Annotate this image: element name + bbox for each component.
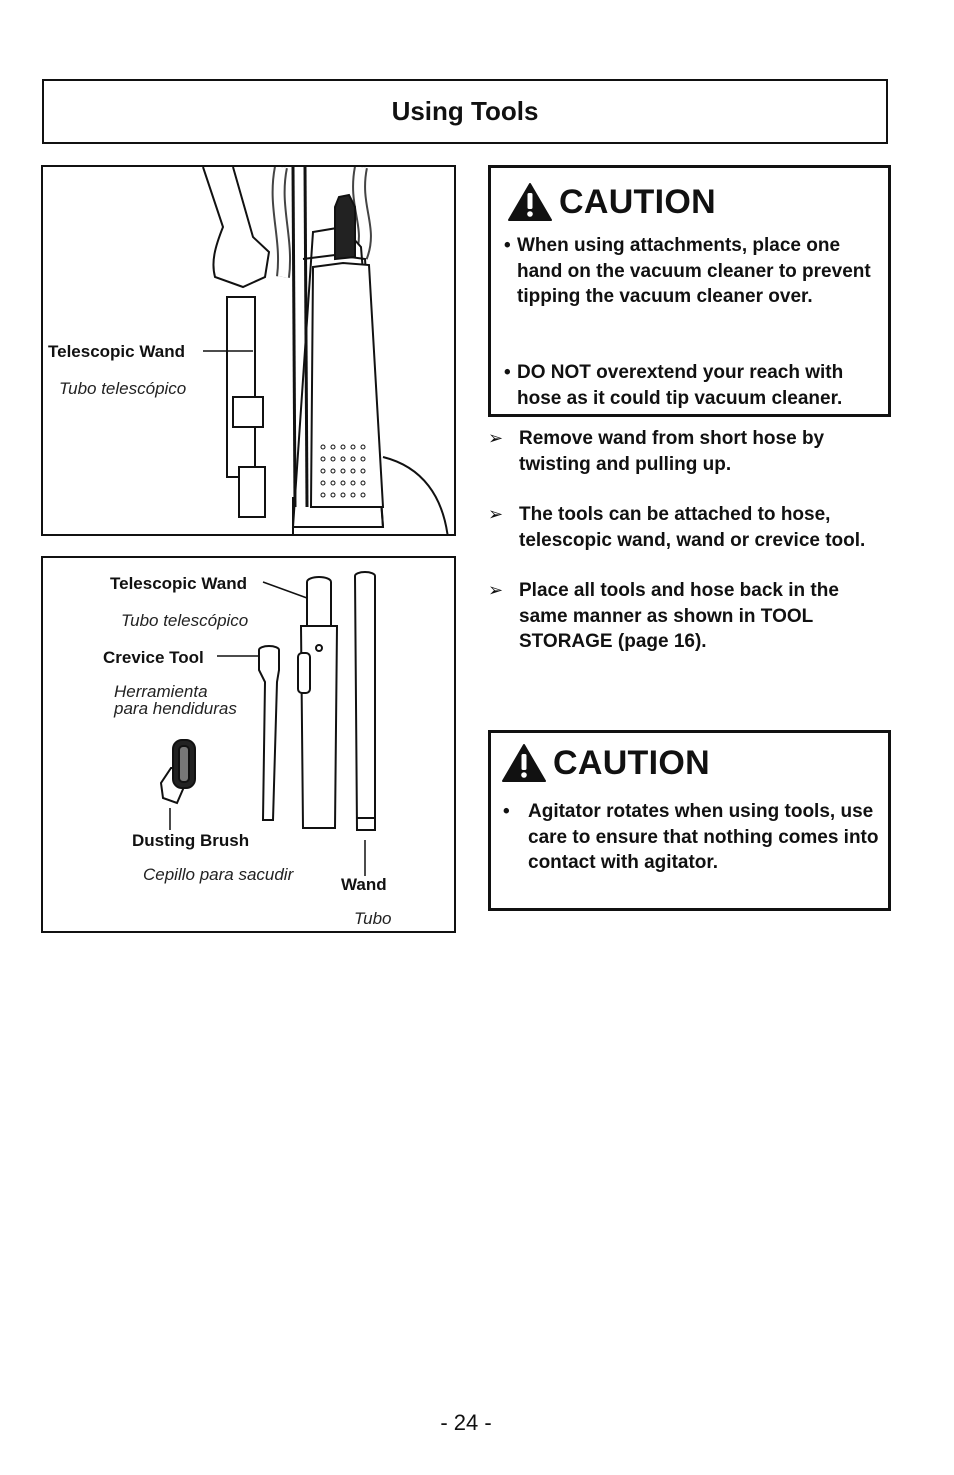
arrow-bullet-icon: ➢: [488, 504, 504, 524]
instruction-step: [488, 426, 888, 477]
arrow-bullet-icon: ➢: [488, 428, 504, 448]
dusting-brush-label-es: Cepillo para sacudir: [143, 865, 294, 884]
dusting-brush-label: Dusting Brush: [132, 831, 250, 850]
caution-heading: [501, 743, 710, 783]
bullet: •: [503, 801, 510, 822]
telescopic-wand-tool-label-es: Tubo telescópico: [121, 611, 249, 630]
vacuum-illustration: [41, 165, 456, 536]
caution-box-agitator: [488, 730, 891, 911]
caution-text: DO NOT overextend your reach with hose as it could tip vacuum cleaner.: [517, 362, 844, 409]
caution-item: [504, 360, 888, 411]
bullet: •: [504, 235, 511, 256]
crevice-tool-label-es-line2: para hendiduras: [114, 699, 237, 718]
section-title-box: [42, 79, 888, 144]
page-number: - 24 -: [440, 1410, 492, 1435]
caution-text: Agitator rotates when using tools, use care to ensure that nothing comes into contact with agitator.: [528, 801, 879, 873]
caution-word: CAUTION: [559, 182, 716, 221]
caution-text: When using attachments, place one hand on the vacuum cleaner to prevent tipping the vacuum cleaner over.: [517, 235, 871, 307]
telescopic-wand-label-es: Tubo telescópico: [59, 379, 187, 398]
instruction-step: [488, 578, 888, 655]
telescopic-wand-label: Telescopic Wand: [48, 342, 185, 361]
wand-label-es: Tubo: [354, 909, 392, 928]
instruction-text: The tools can be attached to hose, telescopic wand, wand or crevice tool.: [519, 504, 866, 551]
instruction-step: [488, 502, 888, 553]
tools-illustration: [41, 556, 456, 933]
wand-label: Wand: [341, 875, 387, 894]
caution-box-tipping: [488, 165, 891, 417]
instruction-text: Place all tools and hose back in the same manner as shown in TOOL STORAGE (page 16).: [519, 580, 839, 652]
bullet: •: [504, 362, 511, 383]
crevice-tool-label-es-line1: Herramienta: [114, 682, 208, 701]
telescopic-wand-tool-label: Telescopic Wand: [110, 574, 247, 593]
caution-word: CAUTION: [553, 743, 710, 782]
caution-item: [503, 799, 883, 876]
caution-item: [504, 233, 884, 310]
page-title: Using Tools: [391, 96, 539, 126]
warning-triangle-icon: [501, 743, 547, 783]
caution-heading: [507, 182, 716, 222]
instruction-list: [488, 426, 888, 680]
arrow-bullet-icon: ➢: [488, 580, 504, 600]
instruction-text: Remove wand from short hose by twisting and pulling up.: [519, 428, 825, 475]
crevice-tool-label: Crevice Tool: [103, 648, 204, 667]
warning-triangle-icon: [507, 182, 553, 222]
